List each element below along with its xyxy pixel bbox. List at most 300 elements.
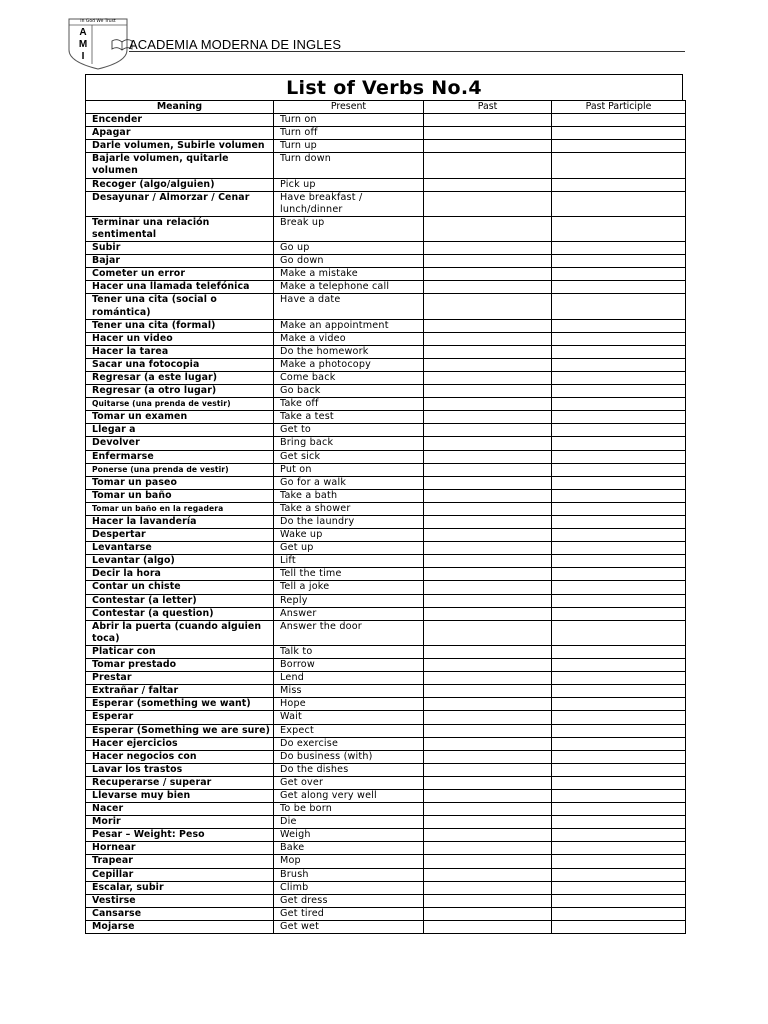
table-row bbox=[86, 894, 686, 907]
table-row bbox=[86, 437, 686, 450]
meaning-cell: Hacer la tarea bbox=[86, 345, 274, 358]
table-row bbox=[86, 711, 686, 724]
meaning-cell: Despertar bbox=[86, 529, 274, 542]
past-participle-cell bbox=[552, 711, 686, 724]
past-participle-cell bbox=[552, 881, 686, 894]
table-row bbox=[86, 114, 686, 127]
past-cell bbox=[424, 358, 552, 371]
table-row bbox=[86, 255, 686, 268]
past-cell bbox=[424, 398, 552, 411]
table-row bbox=[86, 489, 686, 502]
present-cell: Have breakfast / lunch/dinner bbox=[274, 191, 424, 216]
crest-letters bbox=[76, 27, 90, 63]
past-cell bbox=[424, 437, 552, 450]
past-participle-cell bbox=[552, 685, 686, 698]
table-row bbox=[86, 594, 686, 607]
past-cell bbox=[424, 345, 552, 358]
table-row bbox=[86, 542, 686, 555]
table-row bbox=[86, 178, 686, 191]
present-cell: Answer the door bbox=[274, 620, 424, 645]
present-cell: Answer bbox=[274, 607, 424, 620]
present-cell: Do exercise bbox=[274, 737, 424, 750]
past-participle-cell bbox=[552, 842, 686, 855]
past-participle-cell bbox=[552, 920, 686, 933]
past-participle-cell bbox=[552, 672, 686, 685]
present-cell: Go for a walk bbox=[274, 476, 424, 489]
crest-motto: In God We Trust bbox=[80, 19, 116, 24]
present-cell: Come back bbox=[274, 371, 424, 384]
past-participle-cell bbox=[552, 763, 686, 776]
present-cell: Turn on bbox=[274, 114, 424, 127]
past-cell bbox=[424, 620, 552, 645]
table-row bbox=[86, 842, 686, 855]
meaning-cell: Tomar prestado bbox=[86, 659, 274, 672]
past-participle-cell bbox=[552, 659, 686, 672]
document-header bbox=[68, 18, 686, 70]
header-divider bbox=[129, 51, 685, 52]
meaning-cell: Esperar (something we want) bbox=[86, 698, 274, 711]
past-cell bbox=[424, 411, 552, 424]
table-row bbox=[86, 385, 686, 398]
present-cell: Make an appointment bbox=[274, 319, 424, 332]
meaning-cell: Ponerse (una prenda de vestir) bbox=[86, 463, 274, 476]
past-cell bbox=[424, 153, 552, 178]
verb-list-sheet bbox=[85, 74, 683, 934]
past-cell bbox=[424, 868, 552, 881]
table-row bbox=[86, 763, 686, 776]
meaning-cell: Cepillar bbox=[86, 868, 274, 881]
past-cell bbox=[424, 529, 552, 542]
table-row bbox=[86, 607, 686, 620]
column-header-past-participle: Past Participle bbox=[552, 101, 686, 114]
meaning-cell: Regresar (a este lugar) bbox=[86, 371, 274, 384]
table-row bbox=[86, 424, 686, 437]
past-participle-cell bbox=[552, 698, 686, 711]
table-row bbox=[86, 281, 686, 294]
table-row bbox=[86, 620, 686, 645]
present-cell: Bring back bbox=[274, 437, 424, 450]
past-cell bbox=[424, 371, 552, 384]
past-participle-cell bbox=[552, 868, 686, 881]
past-cell bbox=[424, 450, 552, 463]
past-participle-cell bbox=[552, 332, 686, 345]
past-participle-cell bbox=[552, 191, 686, 216]
present-cell: Tell the time bbox=[274, 568, 424, 581]
past-cell bbox=[424, 607, 552, 620]
meaning-cell: Desayunar / Almorzar / Cenar bbox=[86, 191, 274, 216]
table-row bbox=[86, 502, 686, 515]
present-cell: Go down bbox=[274, 255, 424, 268]
past-participle-cell bbox=[552, 153, 686, 178]
meaning-cell: Recuperarse / superar bbox=[86, 776, 274, 789]
meaning-cell: Enfermarse bbox=[86, 450, 274, 463]
past-participle-cell bbox=[552, 178, 686, 191]
past-cell bbox=[424, 750, 552, 763]
meaning-cell: Vestirse bbox=[86, 894, 274, 907]
past-cell bbox=[424, 724, 552, 737]
table-row bbox=[86, 645, 686, 658]
meaning-cell: Levantar (algo) bbox=[86, 555, 274, 568]
past-cell bbox=[424, 894, 552, 907]
past-cell bbox=[424, 776, 552, 789]
past-cell bbox=[424, 698, 552, 711]
meaning-cell: Apagar bbox=[86, 127, 274, 140]
past-participle-cell bbox=[552, 242, 686, 255]
past-participle-cell bbox=[552, 529, 686, 542]
crest-letter: I bbox=[81, 51, 85, 62]
present-cell: Climb bbox=[274, 881, 424, 894]
present-cell: Take a shower bbox=[274, 502, 424, 515]
past-cell bbox=[424, 685, 552, 698]
table-row bbox=[86, 868, 686, 881]
meaning-cell: Hacer un video bbox=[86, 332, 274, 345]
present-cell: Lend bbox=[274, 672, 424, 685]
past-cell bbox=[424, 789, 552, 802]
past-cell bbox=[424, 463, 552, 476]
table-row bbox=[86, 476, 686, 489]
past-participle-cell bbox=[552, 385, 686, 398]
table-row bbox=[86, 568, 686, 581]
present-cell: Talk to bbox=[274, 645, 424, 658]
meaning-cell: Hacer negocios con bbox=[86, 750, 274, 763]
meaning-cell: Extrañar / faltar bbox=[86, 685, 274, 698]
past-participle-cell bbox=[552, 555, 686, 568]
present-cell: Go up bbox=[274, 242, 424, 255]
table-row bbox=[86, 411, 686, 424]
table-row bbox=[86, 398, 686, 411]
crest-letter: M bbox=[78, 39, 88, 50]
present-cell: Make a telephone call bbox=[274, 281, 424, 294]
past-cell bbox=[424, 542, 552, 555]
present-cell: Hope bbox=[274, 698, 424, 711]
present-cell: Make a mistake bbox=[274, 268, 424, 281]
table-row bbox=[86, 191, 686, 216]
meaning-cell: Devolver bbox=[86, 437, 274, 450]
table-row bbox=[86, 463, 686, 476]
table-row bbox=[86, 724, 686, 737]
past-participle-cell bbox=[552, 411, 686, 424]
table-row bbox=[86, 268, 686, 281]
past-participle-cell bbox=[552, 140, 686, 153]
past-participle-cell bbox=[552, 907, 686, 920]
past-participle-cell bbox=[552, 855, 686, 868]
verb-table bbox=[85, 100, 686, 934]
past-cell bbox=[424, 489, 552, 502]
meaning-cell: Tener una cita (social o romántica) bbox=[86, 294, 274, 319]
past-cell bbox=[424, 645, 552, 658]
table-row bbox=[86, 140, 686, 153]
past-cell bbox=[424, 842, 552, 855]
meaning-cell: Contestar (a question) bbox=[86, 607, 274, 620]
past-cell bbox=[424, 594, 552, 607]
past-cell bbox=[424, 114, 552, 127]
crest-letter: A bbox=[79, 27, 87, 38]
table-row bbox=[86, 907, 686, 920]
table-row bbox=[86, 345, 686, 358]
past-participle-cell bbox=[552, 437, 686, 450]
past-cell bbox=[424, 803, 552, 816]
meaning-cell: Hacer la lavandería bbox=[86, 516, 274, 529]
table-row bbox=[86, 371, 686, 384]
column-header-meaning: Meaning bbox=[86, 101, 274, 114]
column-header-present: Present bbox=[274, 101, 424, 114]
meaning-cell: Mojarse bbox=[86, 920, 274, 933]
meaning-cell: Escalar, subir bbox=[86, 881, 274, 894]
past-participle-cell bbox=[552, 127, 686, 140]
meaning-cell: Platicar con bbox=[86, 645, 274, 658]
meaning-cell: Pesar – Weight: Peso bbox=[86, 829, 274, 842]
present-cell: Do business (with) bbox=[274, 750, 424, 763]
past-participle-cell bbox=[552, 816, 686, 829]
table-row bbox=[86, 920, 686, 933]
past-participle-cell bbox=[552, 724, 686, 737]
past-participle-cell bbox=[552, 114, 686, 127]
present-cell: Turn down bbox=[274, 153, 424, 178]
present-cell: Take off bbox=[274, 398, 424, 411]
present-cell: Take a bath bbox=[274, 489, 424, 502]
past-cell bbox=[424, 920, 552, 933]
present-cell: Bake bbox=[274, 842, 424, 855]
present-cell: Do the dishes bbox=[274, 763, 424, 776]
past-cell bbox=[424, 659, 552, 672]
meaning-cell: Tomar un examen bbox=[86, 411, 274, 424]
column-header-past: Past bbox=[424, 101, 552, 114]
table-row bbox=[86, 737, 686, 750]
past-cell bbox=[424, 855, 552, 868]
present-cell: Break up bbox=[274, 216, 424, 241]
present-cell: Get sick bbox=[274, 450, 424, 463]
sheet-title: List of Verbs No.4 bbox=[85, 74, 683, 100]
past-cell bbox=[424, 140, 552, 153]
table-row bbox=[86, 294, 686, 319]
meaning-cell: Bajarle volumen, quitarle volumen bbox=[86, 153, 274, 178]
meaning-cell: Tomar un paseo bbox=[86, 476, 274, 489]
table-row bbox=[86, 529, 686, 542]
past-participle-cell bbox=[552, 620, 686, 645]
past-cell bbox=[424, 502, 552, 515]
past-participle-cell bbox=[552, 750, 686, 763]
meaning-cell: Lavar los trastos bbox=[86, 763, 274, 776]
present-cell: Put on bbox=[274, 463, 424, 476]
meaning-cell: Decir la hora bbox=[86, 568, 274, 581]
past-participle-cell bbox=[552, 789, 686, 802]
present-cell: Pick up bbox=[274, 178, 424, 191]
meaning-cell: Cometer un error bbox=[86, 268, 274, 281]
past-participle-cell bbox=[552, 255, 686, 268]
past-participle-cell bbox=[552, 594, 686, 607]
past-participle-cell bbox=[552, 216, 686, 241]
meaning-cell: Morir bbox=[86, 816, 274, 829]
present-cell: To be born bbox=[274, 803, 424, 816]
present-cell: Wait bbox=[274, 711, 424, 724]
meaning-cell: Encender bbox=[86, 114, 274, 127]
past-cell bbox=[424, 829, 552, 842]
past-participle-cell bbox=[552, 281, 686, 294]
present-cell: Do the laundry bbox=[274, 516, 424, 529]
meaning-cell: Tomar un baño bbox=[86, 489, 274, 502]
past-participle-cell bbox=[552, 502, 686, 515]
present-cell: Get up bbox=[274, 542, 424, 555]
past-cell bbox=[424, 881, 552, 894]
past-participle-cell bbox=[552, 776, 686, 789]
meaning-cell: Bajar bbox=[86, 255, 274, 268]
past-participle-cell bbox=[552, 803, 686, 816]
past-participle-cell bbox=[552, 398, 686, 411]
present-cell: Get over bbox=[274, 776, 424, 789]
verb-table-body bbox=[86, 114, 686, 934]
meaning-cell: Contestar (a letter) bbox=[86, 594, 274, 607]
past-participle-cell bbox=[552, 516, 686, 529]
present-cell: Reply bbox=[274, 594, 424, 607]
meaning-cell: Tomar un baño en la regadera bbox=[86, 502, 274, 515]
table-row bbox=[86, 855, 686, 868]
meaning-cell: Hornear bbox=[86, 842, 274, 855]
past-cell bbox=[424, 555, 552, 568]
past-cell bbox=[424, 319, 552, 332]
past-cell bbox=[424, 281, 552, 294]
past-participle-cell bbox=[552, 476, 686, 489]
present-cell: Get dress bbox=[274, 894, 424, 907]
present-cell: Take a test bbox=[274, 411, 424, 424]
past-participle-cell bbox=[552, 607, 686, 620]
past-participle-cell bbox=[552, 268, 686, 281]
past-cell bbox=[424, 178, 552, 191]
past-cell bbox=[424, 816, 552, 829]
table-row bbox=[86, 516, 686, 529]
past-cell bbox=[424, 907, 552, 920]
present-cell: Brush bbox=[274, 868, 424, 881]
table-row bbox=[86, 776, 686, 789]
past-participle-cell bbox=[552, 542, 686, 555]
meaning-cell: Trapear bbox=[86, 855, 274, 868]
past-cell bbox=[424, 568, 552, 581]
table-row bbox=[86, 803, 686, 816]
table-row bbox=[86, 358, 686, 371]
past-cell bbox=[424, 242, 552, 255]
past-participle-cell bbox=[552, 894, 686, 907]
table-row bbox=[86, 319, 686, 332]
past-participle-cell bbox=[552, 450, 686, 463]
past-cell bbox=[424, 424, 552, 437]
past-participle-cell bbox=[552, 319, 686, 332]
past-cell bbox=[424, 476, 552, 489]
table-row bbox=[86, 829, 686, 842]
table-row bbox=[86, 450, 686, 463]
past-participle-cell bbox=[552, 489, 686, 502]
meaning-cell: Terminar una relación sentimental bbox=[86, 216, 274, 241]
table-row bbox=[86, 698, 686, 711]
present-cell: Do the homework bbox=[274, 345, 424, 358]
present-cell: Turn off bbox=[274, 127, 424, 140]
present-cell: Miss bbox=[274, 685, 424, 698]
table-row bbox=[86, 881, 686, 894]
past-participle-cell bbox=[552, 358, 686, 371]
present-cell: Get along very well bbox=[274, 789, 424, 802]
present-cell: Make a photocopy bbox=[274, 358, 424, 371]
past-cell bbox=[424, 581, 552, 594]
meaning-cell: Hacer una llamada telefónica bbox=[86, 281, 274, 294]
meaning-cell: Llevarse muy bien bbox=[86, 789, 274, 802]
meaning-cell: Recoger (algo/alguien) bbox=[86, 178, 274, 191]
past-participle-cell bbox=[552, 829, 686, 842]
past-cell bbox=[424, 294, 552, 319]
meaning-cell: Tener una cita (formal) bbox=[86, 319, 274, 332]
table-row bbox=[86, 332, 686, 345]
present-cell: Get wet bbox=[274, 920, 424, 933]
past-participle-cell bbox=[552, 568, 686, 581]
meaning-cell: Nacer bbox=[86, 803, 274, 816]
past-cell bbox=[424, 711, 552, 724]
table-row bbox=[86, 816, 686, 829]
past-cell bbox=[424, 191, 552, 216]
meaning-cell: Abrir la puerta (cuando alguien toca) bbox=[86, 620, 274, 645]
meaning-cell: Esperar bbox=[86, 711, 274, 724]
meaning-cell: Llegar a bbox=[86, 424, 274, 437]
present-cell: Die bbox=[274, 816, 424, 829]
present-cell: Get to bbox=[274, 424, 424, 437]
meaning-cell: Darle volumen, Subirle volumen bbox=[86, 140, 274, 153]
present-cell: Wake up bbox=[274, 529, 424, 542]
past-participle-cell bbox=[552, 294, 686, 319]
past-cell bbox=[424, 268, 552, 281]
meaning-cell: Quitarse (una prenda de vestir) bbox=[86, 398, 274, 411]
meaning-cell: Levantarse bbox=[86, 542, 274, 555]
past-participle-cell bbox=[552, 371, 686, 384]
table-row bbox=[86, 672, 686, 685]
meaning-cell: Sacar una fotocopia bbox=[86, 358, 274, 371]
table-row bbox=[86, 750, 686, 763]
past-participle-cell bbox=[552, 345, 686, 358]
table-row bbox=[86, 555, 686, 568]
past-participle-cell bbox=[552, 424, 686, 437]
past-cell bbox=[424, 127, 552, 140]
meaning-cell: Regresar (a otro lugar) bbox=[86, 385, 274, 398]
present-cell: Tell a joke bbox=[274, 581, 424, 594]
past-cell bbox=[424, 255, 552, 268]
past-cell bbox=[424, 385, 552, 398]
past-participle-cell bbox=[552, 645, 686, 658]
meaning-cell: Hacer ejercicios bbox=[86, 737, 274, 750]
present-cell: Get tired bbox=[274, 907, 424, 920]
meaning-cell: Prestar bbox=[86, 672, 274, 685]
table-header-row bbox=[86, 101, 686, 114]
present-cell: Borrow bbox=[274, 659, 424, 672]
past-cell bbox=[424, 332, 552, 345]
present-cell: Make a video bbox=[274, 332, 424, 345]
present-cell: Go back bbox=[274, 385, 424, 398]
meaning-cell: Cansarse bbox=[86, 907, 274, 920]
table-row bbox=[86, 127, 686, 140]
school-name: ACADEMIA MODERNA DE INGLES bbox=[129, 37, 342, 52]
present-cell: Weigh bbox=[274, 829, 424, 842]
meaning-cell: Contar un chiste bbox=[86, 581, 274, 594]
table-row bbox=[86, 659, 686, 672]
table-row bbox=[86, 153, 686, 178]
present-cell: Have a date bbox=[274, 294, 424, 319]
past-cell bbox=[424, 737, 552, 750]
present-cell: Turn up bbox=[274, 140, 424, 153]
past-participle-cell bbox=[552, 581, 686, 594]
table-row bbox=[86, 789, 686, 802]
past-cell bbox=[424, 763, 552, 776]
present-cell: Expect bbox=[274, 724, 424, 737]
table-row bbox=[86, 685, 686, 698]
meaning-cell: Esperar (Something we are sure) bbox=[86, 724, 274, 737]
meaning-cell: Subir bbox=[86, 242, 274, 255]
table-row bbox=[86, 242, 686, 255]
present-cell: Lift bbox=[274, 555, 424, 568]
past-participle-cell bbox=[552, 463, 686, 476]
